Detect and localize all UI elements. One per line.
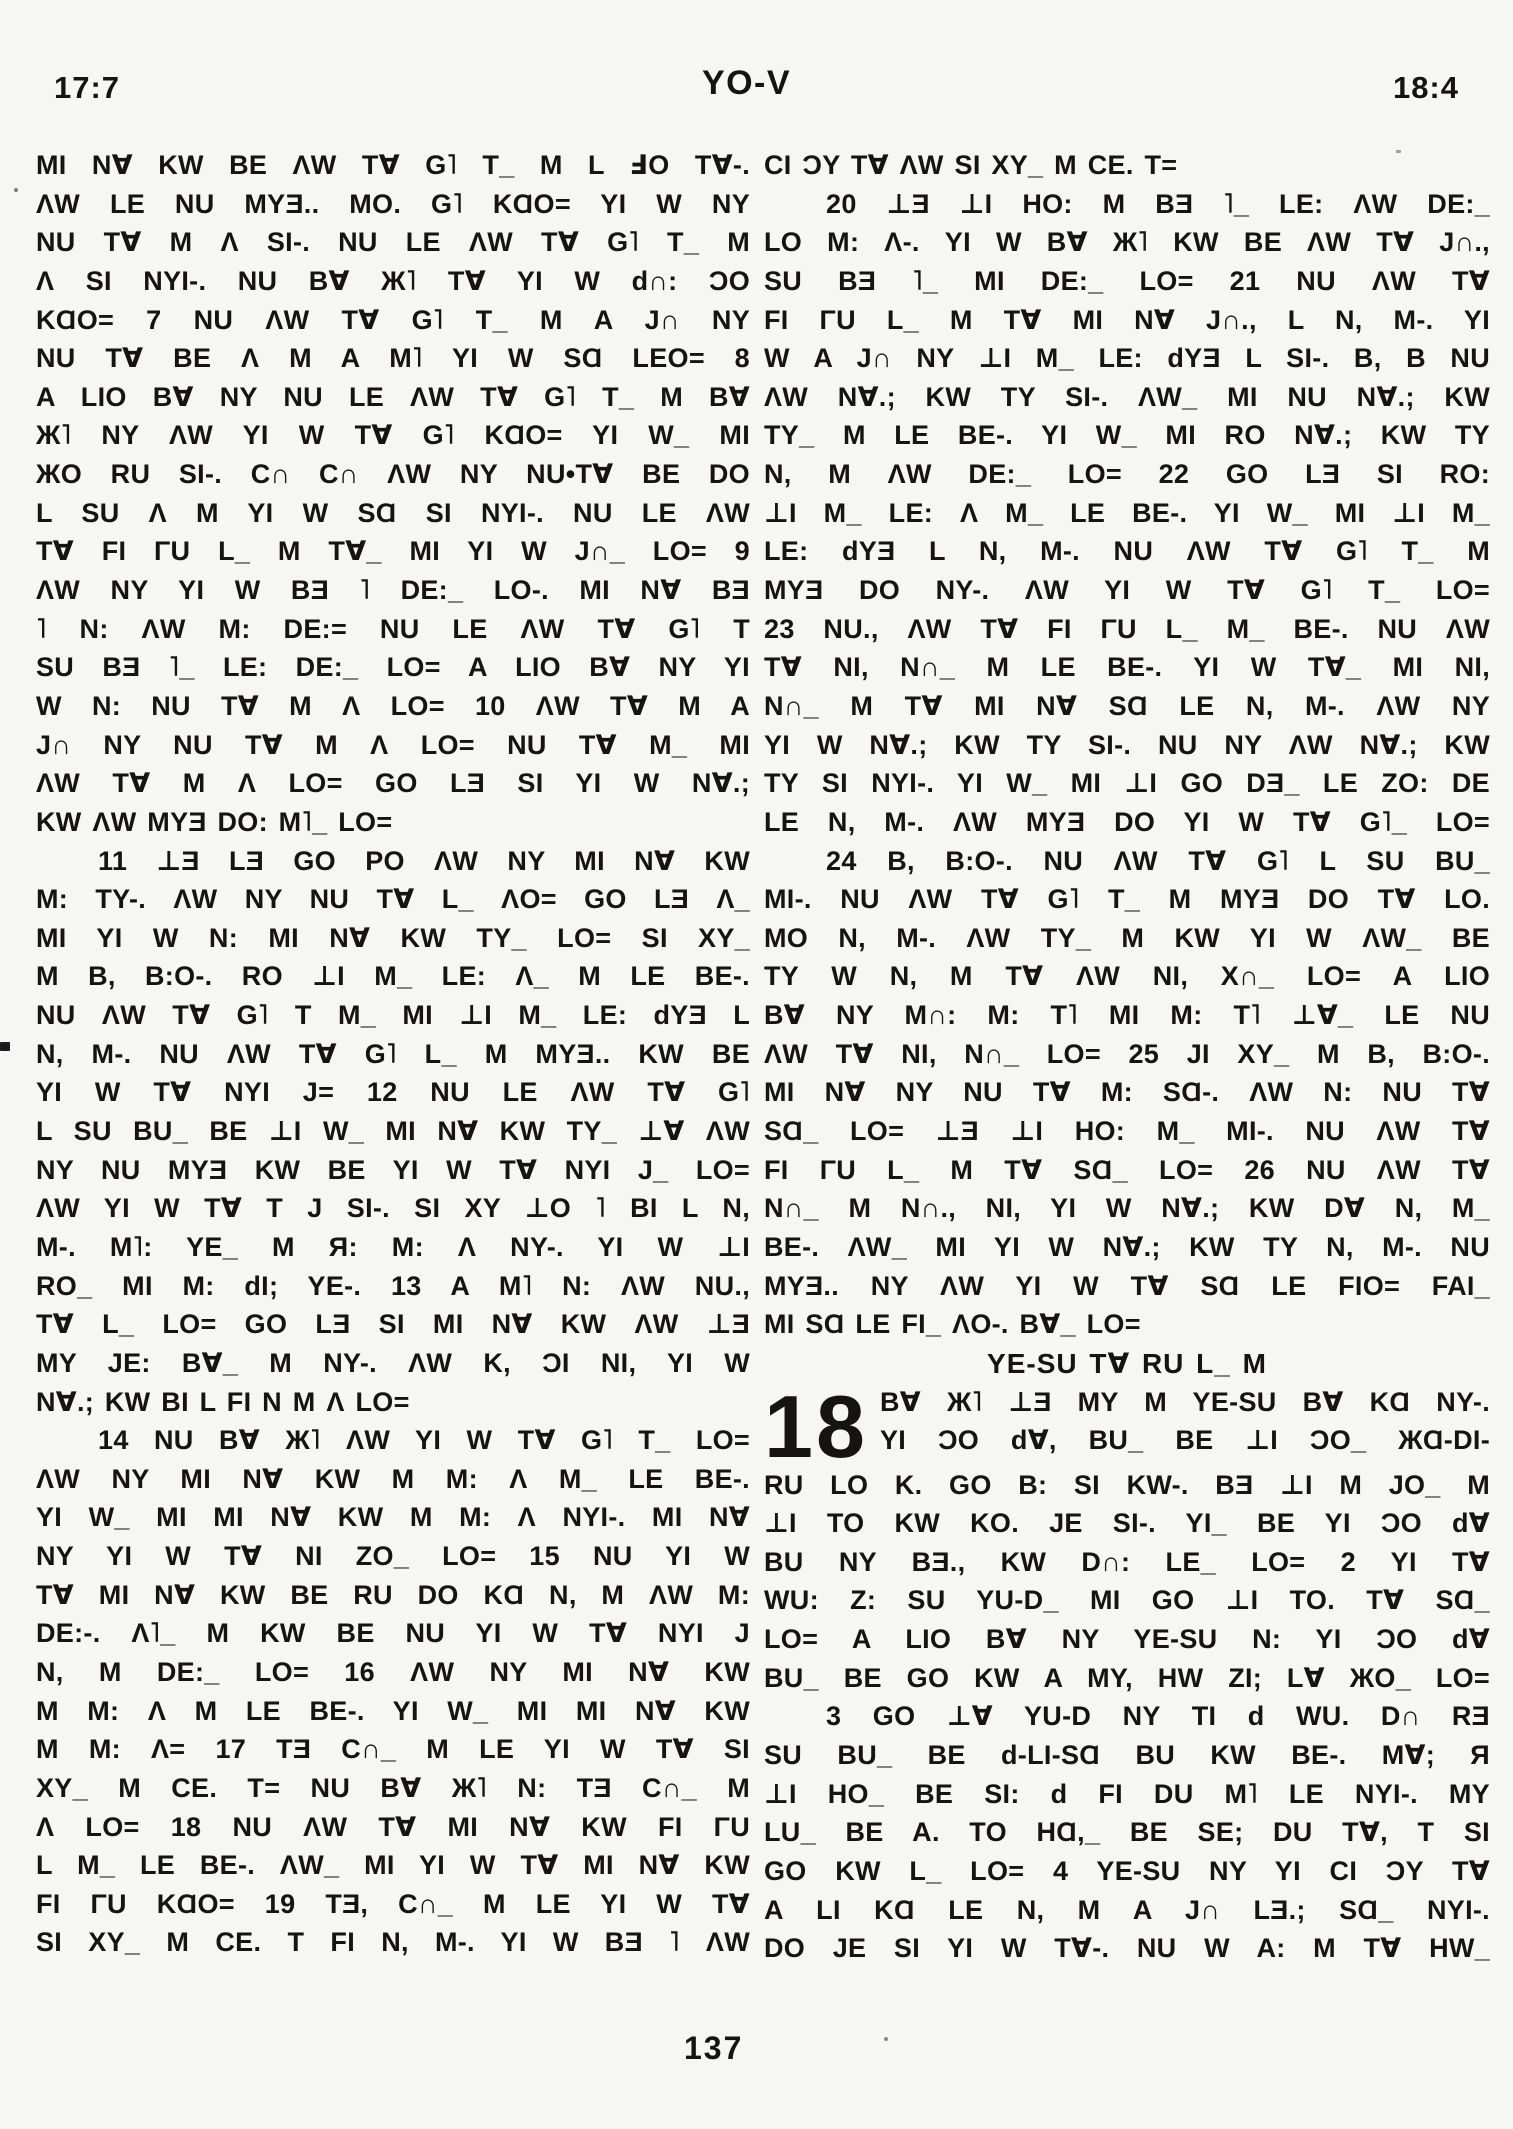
text-line: DO JE SI YI W T∀-. NU W A: M T∀ HW_ [764, 1933, 1490, 1964]
section-heading: YE-SU T∀ RU L_ M [987, 1347, 1267, 1379]
text-line: W A J∩ NY ⊥I M_ LE: dYƎ L SI-. B, B NU [764, 343, 1490, 374]
page-header [50, 64, 1463, 108]
text-line: ΛW T∀ M Λ LO= GO LƎ SI YI W N∀.; [36, 768, 750, 799]
text-line: KⱭO= 7 NU ΛW T∀ G˥ T_ M A J∩ NY [36, 304, 750, 335]
text-line: A LI KⱭ LE N, M A J∩ LƎ.; SⱭ_ NYI-. [764, 1894, 1490, 1925]
text-line: Λ SI NYI-. NU B∀ Ж˥ T∀ YI W d∩: ƆO [36, 265, 750, 296]
text-line: L SU BU_ BE ⊥I W_ MI N∀ KW TY_ ⊥∀ ΛW [36, 1116, 750, 1147]
text-line: YI W T∀ NYI J= 12 NU LE ΛW T∀ G˥ [36, 1077, 750, 1108]
text-line: N∩_ M N∩., NI, YI W N∀.; KW D∀ N, M_ [764, 1193, 1490, 1224]
text-line: N, M-. NU ΛW T∀ G˥ L_ M MYƎ.. KW BE [36, 1038, 750, 1069]
text-line: SI XY_ M CE. T FI N, M-. YI W BƎ ˥ ΛW [36, 1927, 750, 1958]
text-line: SⱭ_ LO= ⊥Ǝ ⊥I HO: M_ MI-. NU ΛW T∀ [764, 1116, 1490, 1147]
text-line: MI-. NU ΛW T∀ G˥ T_ M MYƎ DO T∀ LO. [764, 884, 1490, 915]
text-line: T∀ NI, N∩_ M LE BE-. YI W T∀_ MI NI, [764, 652, 1490, 683]
text-line: FI ΓU KⱭO= 19 TƎ, C∩_ M LE YI W T∀ [36, 1888, 750, 1919]
text-line: M M: Λ= 17 TƎ C∩_ M LE YI W T∀ SI [36, 1734, 750, 1765]
text-line: M B, B:O-. RO ⊥I M_ LE: Λ_ M LE BE-. [36, 961, 750, 992]
text-line: M-. M˥: YE_ M Я: M: Λ NY-. YI W ⊥I [36, 1231, 750, 1262]
chapter-start-block [764, 1376, 1490, 1476]
text-line: CI ƆY T∀ ΛW SI XY_ M CE. T= [764, 150, 1178, 180]
text-line: ˥ N: ΛW M: DE:= NU LE ΛW T∀ G˥ T [36, 613, 750, 644]
text-line: MI N∀ KW BE ΛW T∀ G˥ T_ M L ℲO T∀-. [36, 150, 750, 180]
scan-artifact-dot [1396, 150, 1401, 153]
text-line: ⊥I HO_ BE SI: d FI DU M˥ LE NYI-. MY [764, 1778, 1490, 1809]
text-line: B∀ Ж˥ ⊥Ǝ MY M YE-SU B∀ KⱭ NY-. [880, 1386, 1490, 1417]
text-line: L M_ LE BE-. ΛW_ MI YI W T∀ MI N∀ KW [36, 1850, 750, 1881]
text-line: ЖO RU SI-. C∩ C∩ ΛW NY NU•T∀ BE DO [36, 459, 750, 490]
text-line: ΛW N∀.; KW TY SI-. ΛW_ MI NU N∀.; KW [764, 381, 1490, 412]
text-line: ⊥I TO KW KO. JE SI-. YI_ BE YI ƆO d∀ [764, 1508, 1490, 1539]
page-number: 137 [684, 2030, 744, 2066]
text-line: M M: Λ M LE BE-. YI W_ MI MI N∀ KW [36, 1695, 750, 1726]
text-line: ΛW NY YI W BƎ ˥ DE:_ LO-. MI N∀ BƎ [36, 575, 750, 606]
text-line: LE N, M-. ΛW MYƎ DO YI W T∀ G˥_ LO= [764, 806, 1490, 837]
text-line: TY W N, M T∀ ΛW NI, X∩_ LO= A LIO [764, 961, 1490, 992]
text-line: BU NY BƎ., KW D∩: LE_ LO= 2 YI T∀ [764, 1546, 1490, 1577]
text-line: A LIO B∀ NY NU LE ΛW T∀ G˥ T_ M B∀ [36, 381, 750, 412]
text-line: ΛW T∀ NI, N∩_ LO= 25 JI XY_ M B, B:O-. [764, 1038, 1490, 1069]
text-line: SU BƎ ˥_ MI DE:_ LO= 21 NU ΛW T∀ [764, 265, 1490, 296]
text-line: ΛW NY MI N∀ KW M M: Λ M_ LE BE-. [36, 1463, 750, 1494]
text-line: T∀ FI ΓU L_ M T∀_ MI YI W J∩_ LO= 9 [36, 536, 750, 567]
text-line: M: TY-. ΛW NY NU T∀ L_ ΛO= GO LƎ Λ_ [36, 884, 750, 915]
text-line: N∀.; KW BI L FI N M Λ LO= [36, 1386, 410, 1417]
right-text-column [764, 146, 1490, 1968]
text-line: WU: Z: SU YU-D_ MI GO ⊥I TO. T∀ SⱭ_ [764, 1585, 1490, 1616]
text-line: 23 NU., ΛW T∀ FI ΓU L_ M_ BE-. NU ΛW [764, 613, 1490, 644]
text-line: MI SⱭ LE FI_ ΛO-. B∀_ LO= [764, 1309, 1141, 1340]
text-line: YI ƆO d∀, BU_ BE ⊥I ƆO_ ЖⱭ-DI- [880, 1425, 1490, 1456]
text-line: T∀ L_ LO= GO LƎ SI MI N∀ KW ΛW ⊥Ǝ [36, 1309, 750, 1340]
text-line: MY JE: B∀_ M NY-. ΛW K, ƆI NI, YI W [36, 1347, 750, 1378]
text-line: 3 GO ⊥∀ YU-D NY TI d WU. D∩ RƎ [826, 1701, 1490, 1732]
text-line: NU ΛW T∀ G˥ T M_ MI ⊥I M_ LE: dYƎ L [36, 1000, 750, 1031]
text-line: BU_ BE GO KW A MY, HW ZI; L∀ ЖO_ LO= [764, 1662, 1490, 1693]
text-line: SU BƎ ˥_ LE: DE:_ LO= A LIO B∀ NY YI [36, 652, 750, 683]
text-line: BE-. ΛW_ MI YI W N∀.; KW TY N, M-. NU [764, 1231, 1490, 1262]
text-line: 11 ⊥Ǝ LƎ GO PO ΛW NY MI N∀ KW [98, 845, 750, 876]
text-line: DE:-. Λ˥_ M KW BE NU YI W T∀ NYI J [36, 1618, 750, 1649]
text-line: 14 NU B∀ Ж˥ ΛW YI W T∀ G˥ T_ LO= [98, 1425, 750, 1456]
text-line: XY_ M CE. T= NU B∀ Ж˥ N: TƎ C∩_ M [36, 1772, 750, 1803]
scan-artifact-dot [884, 2037, 888, 2041]
text-line: 20 ⊥Ǝ ⊥I HO: M BƎ ˥_ LE: ΛW DE:_ [826, 188, 1490, 219]
chapter-intro-lines [880, 1383, 1490, 1460]
header-verse-ref-right: 18:4 [1392, 70, 1459, 105]
text-line: Λ LO= 18 NU ΛW T∀ MI N∀ KW FI ΓU [36, 1811, 750, 1842]
text-line: KW ΛW MYƎ DO: M˥_ LO= [36, 806, 393, 837]
text-line: T∀ MI N∀ KW BE RU DO KⱭ N, M ΛW M: [36, 1579, 750, 1610]
text-line: MO N, M-. ΛW TY_ M KW YI W ΛW_ BE [764, 922, 1490, 953]
text-line: YI W_ MI MI N∀ KW M M: Λ NYI-. MI N∀ [36, 1502, 750, 1533]
text-line: LO= A LIO B∀ NY YE-SU N: YI ƆO d∀ [764, 1624, 1490, 1655]
scan-artifact-dot [14, 188, 18, 192]
header-verse-ref-left: 17:7 [54, 70, 121, 105]
text-line: W N: NU T∀ M Λ LO= 10 ΛW T∀ M A [36, 690, 750, 721]
text-line: FI ΓU L_ M T∀ MI N∀ J∩., L N, M-. YI [764, 304, 1490, 335]
text-line: LU_ BE A. TO HⱭ,_ BE SE; DU T∀, T SI [764, 1817, 1490, 1848]
text-line: MI N∀ NY NU T∀ M: SⱭ-. ΛW N: NU T∀ [764, 1077, 1490, 1108]
text-line: ⊥I M_ LE: Λ M_ LE BE-. YI W_ MI ⊥I M_ [764, 497, 1490, 528]
text-line: NY NU MYƎ KW BE YI W T∀ NYI J_ LO= [36, 1154, 750, 1185]
text-line: TY SI NYI-. YI W_ MI ⊥I GO DƎ_ LE ZO: DE [764, 768, 1490, 799]
text-line: YI W N∀.; KW TY SI-. NU NY ΛW N∀.; KW [764, 729, 1490, 760]
text-line: Ж˥ NY ΛW YI W T∀ G˥ KⱭO= YI W_ MI [36, 420, 750, 451]
text-line: RU LO K. GO B: SI KW-. BƎ ⊥I M JO_ M [764, 1469, 1490, 1500]
scan-artifact-mark [0, 1042, 10, 1051]
text-line: ΛW LE NU MYƎ.. MO. G˥ KⱭO= YI W NY [36, 188, 750, 219]
right-column-top-block [764, 146, 1490, 1344]
text-line: FI ΓU L_ M T∀ SⱭ_ LO= 26 NU ΛW T∀ [764, 1154, 1490, 1185]
text-line: N∩_ M T∀ MI N∀ SⱭ LE N, M-. ΛW NY [764, 690, 1490, 721]
text-line: ΛW YI W T∀ T J SI-. SI XY ⊥O ˥ BI L N, [36, 1193, 750, 1224]
text-line: LE: dYƎ L N, M-. NU ΛW T∀ G˥ T_ M [764, 536, 1490, 567]
text-line: LO M: Λ-. YI W B∀ Ж˥ KW BE ΛW T∀ J∩., [764, 227, 1490, 258]
text-line: B∀ NY M∩: M: T˥ MI M: T˥ ⊥∀_ LE NU [764, 1000, 1490, 1031]
text-line: N, M DE:_ LO= 16 ΛW NY MI N∀ KW [36, 1656, 750, 1687]
text-line: N, M ΛW DE:_ LO= 22 GO LƎ SI RO: [764, 459, 1490, 490]
text-line: NY YI W T∀ NI ZO_ LO= 15 NU YI W [36, 1541, 750, 1572]
text-line: SU BU_ BE d-LI-SⱭ BU KW BE-. M∀; Я [764, 1739, 1490, 1770]
header-book-title: YO-V [701, 64, 792, 102]
text-line: MI YI W N: MI N∀ KW TY_ LO= SI XY_ [36, 922, 750, 953]
right-column-bottom-block [764, 1466, 1490, 1968]
text-line: TY_ M LE BE-. YI W_ MI RO N∀.; KW TY [764, 420, 1490, 451]
text-line: GO KW L_ LO= 4 YE-SU NY YI CI ƆY T∀ [764, 1855, 1490, 1886]
left-text-column [36, 146, 750, 1962]
text-line: RO_ MI M: dI; YE-. 13 A M˥ N: ΛW NU., [36, 1270, 750, 1301]
chapter-number: 18 [764, 1376, 868, 1476]
text-line: 24 B, B:O-. NU ΛW T∀ G˥ L SU BU_ [826, 845, 1490, 876]
text-line: L SU Λ M YI W SⱭ SI NYI-. NU LE ΛW [36, 497, 750, 528]
text-line: MYƎ DO NY-. ΛW YI W T∀ G˥ T_ LO= [764, 575, 1490, 606]
text-line: NU T∀ M Λ SI-. NU LE ΛW T∀ G˥ T_ M [36, 227, 750, 258]
text-line: MYƎ.. NY ΛW YI W T∀ SⱭ LE FIO= FAI_ [764, 1270, 1490, 1301]
text-line: J∩ NY NU T∀ M Λ LO= NU T∀ M_ MI [36, 729, 750, 760]
text-line: NU T∀ BE Λ M A M˥ YI W SⱭ LEO= 8 [36, 343, 750, 374]
